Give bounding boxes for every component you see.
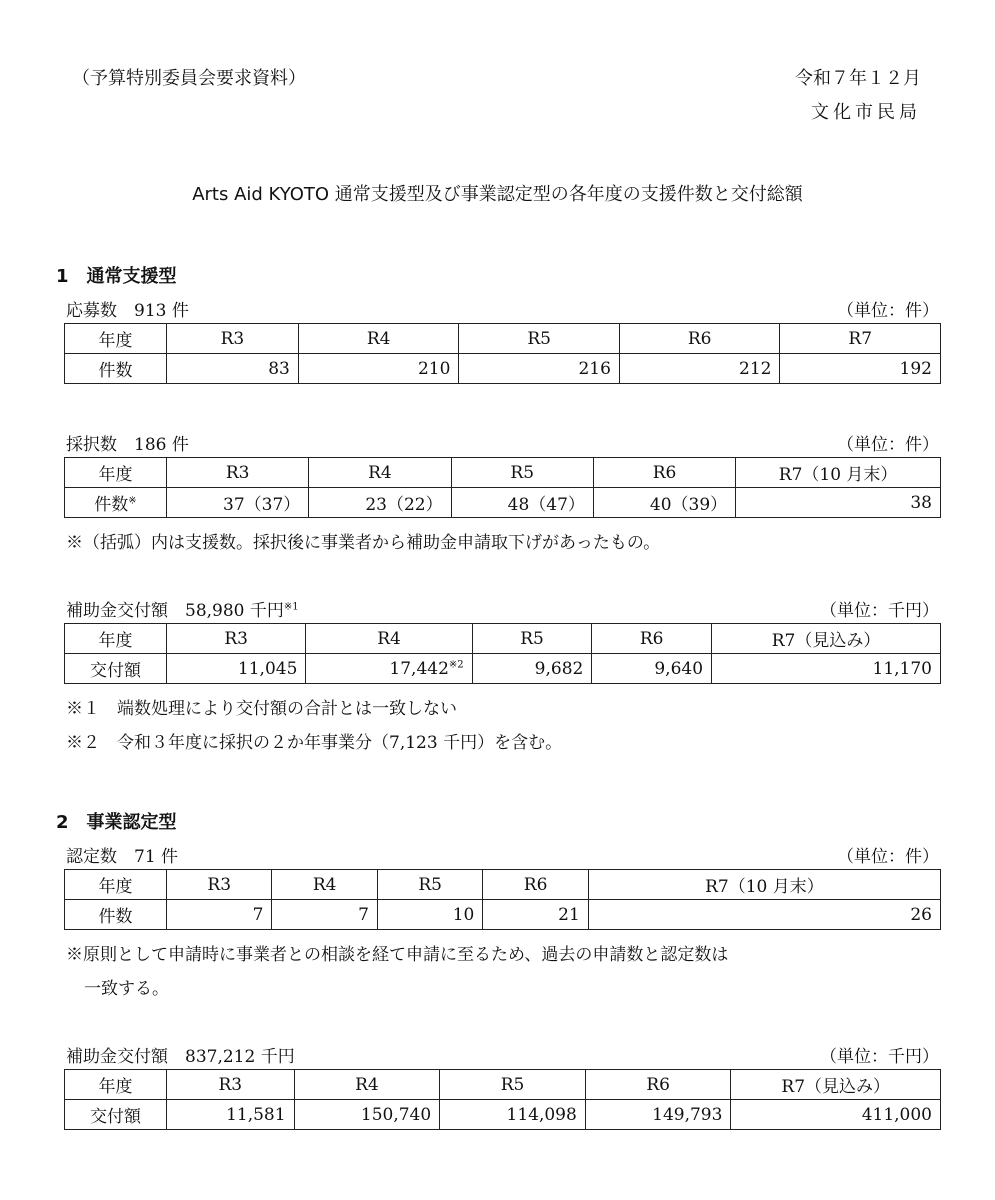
adopted-note: ※（括弧）内は支援数。採択後に事業者から補助金申請取下げがあったもの。	[66, 533, 661, 553]
adopted-label: 採択数 186 件	[66, 435, 189, 455]
year-cell: R6	[483, 870, 588, 900]
year-cell: R4	[298, 324, 459, 354]
value-header-cell	[65, 488, 167, 518]
value-cell: 40（39）	[593, 488, 735, 518]
year-cell: R3	[167, 1070, 295, 1100]
table-row	[65, 624, 941, 654]
section1-title: 1 通常支援型	[56, 266, 177, 287]
year-cell: R4	[294, 1070, 440, 1100]
subsidy2-table	[64, 1069, 941, 1130]
year-cell: R7	[780, 324, 941, 354]
year-cell: R5	[377, 870, 482, 900]
year-cell: R6	[593, 458, 735, 488]
document-category: （予算特別委員会要求資料）	[72, 68, 306, 89]
subsidy2-label: 補助金交付額 837,212 千円	[66, 1047, 295, 1067]
year-cell: R4	[309, 458, 451, 488]
certified-note-line2: 一致する。	[84, 979, 169, 999]
subsidy1-table	[64, 623, 941, 684]
year-cell: R5	[451, 458, 593, 488]
year-cell: R3	[167, 870, 272, 900]
value-cell: 37（37）	[167, 488, 309, 518]
value-cell: 210	[298, 354, 459, 384]
year-header-cell: 年度	[65, 870, 167, 900]
value-cell: 23（22）	[309, 488, 451, 518]
table-row	[65, 1070, 941, 1100]
certified-unit: （単位：件）	[837, 847, 939, 867]
subsidy1-label	[66, 596, 299, 621]
year-header-cell: 年度	[65, 324, 167, 354]
year-cell: R3	[167, 458, 309, 488]
year-cell: R4	[272, 870, 377, 900]
value-header-cell: 件数	[65, 354, 167, 384]
value-cell: 11,581	[167, 1100, 295, 1130]
adopted-table	[64, 457, 941, 518]
subsidy1-note2: ※２ 令和３年度に採択の２か年事業分（7,123 千円）を含む。	[66, 733, 563, 753]
value-cell: 26	[588, 900, 940, 930]
year-header-cell: 年度	[65, 624, 167, 654]
value-header-cell: 件数	[65, 900, 167, 930]
value-cell: 10	[377, 900, 482, 930]
table-row	[65, 458, 941, 488]
adopted-unit: （単位：件）	[837, 435, 939, 455]
applications-label: 応募数 913 件	[66, 301, 189, 321]
value-cell: 216	[459, 354, 620, 384]
table-row	[65, 654, 941, 684]
document-title: Arts Aid KYOTO 通常支援型及び事業認定型の各年度の支援件数と交付総額	[192, 184, 803, 205]
section2-title: 2 事業認定型	[56, 812, 177, 833]
certified-note-line1: ※原則として申請時に事業者との相談を経て申請に至るため、過去の申請数と認定数は	[66, 945, 729, 965]
value-cell: 411,000	[731, 1100, 941, 1130]
value-cell: 7	[167, 900, 272, 930]
year-cell: R5	[459, 324, 620, 354]
value-cell: 9,640	[592, 654, 712, 684]
year-cell: R6	[585, 1070, 731, 1100]
value-text: 17,442	[389, 658, 449, 679]
value-cell: 21	[483, 900, 588, 930]
value-cell: 192	[780, 354, 941, 384]
year-cell: R7（見込み）	[731, 1070, 941, 1100]
certified-table	[64, 869, 941, 930]
value-cell: 7	[272, 900, 377, 930]
document-date: 令和７年１２月	[795, 68, 921, 89]
year-cell: R3	[167, 324, 299, 354]
year-header-cell: 年度	[65, 458, 167, 488]
certified-label: 認定数 71 件	[66, 847, 179, 867]
table-row	[65, 354, 941, 384]
applications-table	[64, 323, 941, 384]
value-cell	[306, 654, 472, 684]
year-cell: R7（10 月末）	[736, 458, 941, 488]
table-row	[65, 1100, 941, 1130]
value-cell: 11,045	[167, 654, 306, 684]
year-cell: R7（10 月末）	[588, 870, 940, 900]
subsidy1-note1: ※１ 端数処理により交付額の合計とは一致しない	[66, 699, 457, 719]
value-header-cell: 交付額	[65, 1100, 167, 1130]
year-header-cell: 年度	[65, 1070, 167, 1100]
table-row	[65, 870, 941, 900]
year-cell: R5	[440, 1070, 586, 1100]
subsidy1-label-text: 補助金交付額 58,980 千円	[66, 601, 284, 621]
footnote-mark: ※	[128, 495, 137, 507]
table-row	[65, 488, 941, 518]
value-cell: 83	[167, 354, 299, 384]
value-cell: 9,682	[472, 654, 592, 684]
department-name: 文化市民局	[811, 102, 921, 123]
applications-unit: （単位：件）	[837, 301, 939, 321]
value-cell: 150,740	[294, 1100, 440, 1130]
subsidy2-unit: （単位：千円）	[820, 1047, 939, 1067]
table-row	[65, 900, 941, 930]
footnote-mark: ※2	[448, 658, 464, 670]
value-cell: 212	[619, 354, 780, 384]
year-cell: R7（見込み）	[712, 624, 941, 654]
table-row	[65, 324, 941, 354]
value-cell: 38	[736, 488, 941, 518]
year-cell: R6	[619, 324, 780, 354]
year-cell: R4	[306, 624, 472, 654]
value-cell: 11,170	[712, 654, 941, 684]
value-cell: 114,098	[440, 1100, 586, 1130]
subsidy1-unit: （単位：千円）	[820, 601, 939, 621]
year-cell: R5	[472, 624, 592, 654]
year-cell: R6	[592, 624, 712, 654]
value-cell: 48（47）	[451, 488, 593, 518]
year-cell: R3	[167, 624, 306, 654]
value-header-text: 件数	[94, 495, 129, 515]
value-header-cell: 交付額	[65, 654, 167, 684]
footnote-mark: ※1	[283, 601, 299, 613]
value-cell: 149,793	[585, 1100, 731, 1130]
